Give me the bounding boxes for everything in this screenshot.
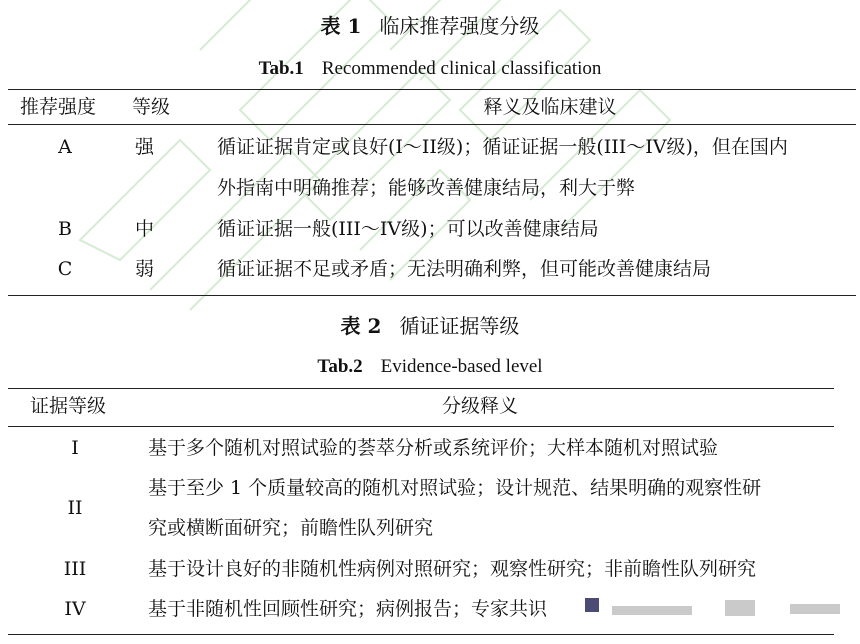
table2-row-iii-level: III: [63, 558, 87, 580]
table2-caption-number: 表 2: [340, 314, 382, 338]
table2-header-rule: [8, 426, 834, 427]
table1-row-c-line-1: 循证证据不足或矛盾；无法明确利弊，但可能改善健康结局: [217, 258, 712, 280]
table1-row-a-grade: A: [58, 136, 72, 158]
table1-row-b-line-1: 循证证据一般(III～IV级)；可以改善健康结局: [217, 218, 599, 240]
table1-caption-number: 表 1: [320, 14, 362, 38]
table2-header-explanation: 分级释义: [441, 395, 518, 417]
table1-caption: [0, 10, 860, 39]
table1-row-a-line-1: 循证证据肯定或良好(I～II级)；循证证据一般(III～IV级)，但在国内: [217, 136, 788, 158]
table1-top-rule: [8, 89, 856, 90]
table2-row-i-level: I: [71, 437, 79, 459]
table1-row-b-grade: B: [58, 218, 72, 240]
table2-row-ii-line-2: 究或横断面研究；前瞻性队列研究: [148, 517, 434, 539]
table2-caption: [0, 310, 860, 339]
table2-row-i-line-1: 基于多个随机对照试验的荟萃分析或系统评价；大样本随机对照试验: [148, 437, 719, 459]
table1-bottom-rule: [8, 295, 856, 296]
table1-row-a-level: 强: [135, 136, 155, 158]
table1-caption-en-title: Recommended clinical classification: [321, 58, 602, 79]
table1-header-explanation: 释义及临床建议: [483, 96, 617, 118]
table1-header-level: 等级: [132, 96, 171, 118]
table2-caption-en: [0, 356, 860, 378]
table2-header-level: 证据等级: [30, 395, 107, 417]
table2-caption-en-number: Tab.2: [317, 356, 363, 377]
table2-top-rule: [8, 388, 834, 389]
table2-caption-en-title: Evidence-based level: [380, 356, 543, 377]
table1-caption-en: [0, 58, 860, 80]
table2-row-ii-level: II: [67, 497, 83, 519]
table2-row-iii-line-1: 基于设计良好的非随机性病例对照研究；观察性研究；非前瞻性队列研究: [148, 558, 757, 580]
table1-row-c-level: 弱: [135, 258, 155, 280]
table1-caption-title: 临床推荐强度分级: [379, 14, 540, 38]
table2-caption-title: 循证证据等级: [399, 314, 520, 338]
table1-caption-en-number: Tab.1: [258, 58, 304, 79]
table1-row-c-grade: C: [57, 258, 73, 280]
table1-header-rule: [8, 124, 856, 125]
table2-row-iv-level: IV: [64, 598, 86, 620]
table2-bottom-rule: [8, 634, 834, 635]
table1-row-b-level: 中: [135, 218, 155, 240]
table1-header-grade: 推荐强度: [20, 96, 97, 118]
table2-row-ii-line-1: 基于至少 1 个质量较高的随机对照试验；设计规范、结果明确的观察性研: [148, 477, 762, 499]
table2-row-iv-line-1: 基于非随机性回顾性研究；病例报告；专家共识: [148, 598, 548, 620]
table1-row-a-line-2: 外指南中明确推荐；能够改善健康结局，利大于弊: [217, 177, 636, 199]
